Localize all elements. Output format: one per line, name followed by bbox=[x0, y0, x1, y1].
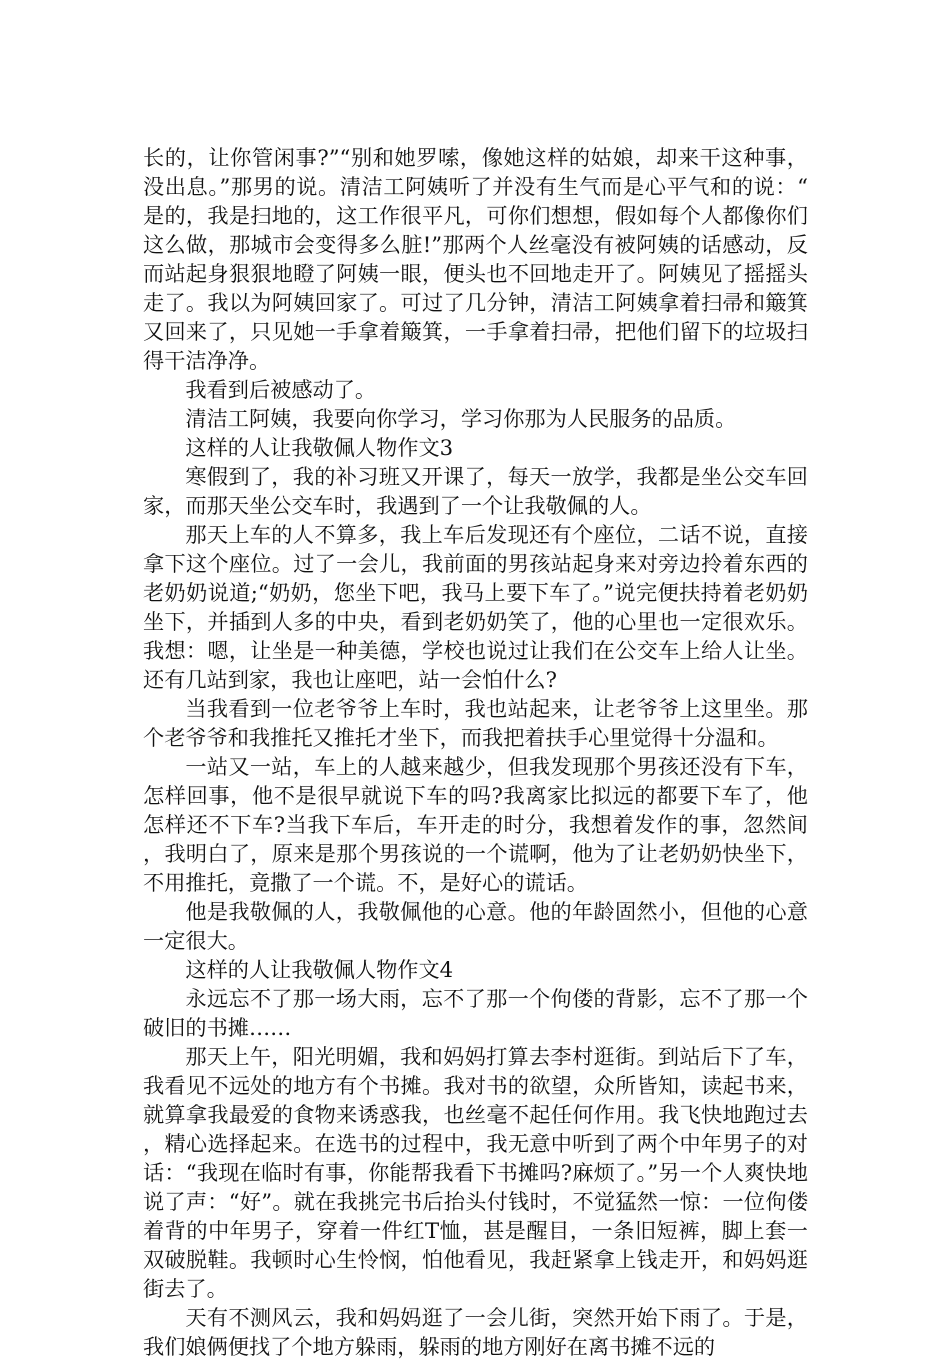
section-heading: 这样的人让我敬佩人物作文3 bbox=[185, 435, 454, 460]
paragraph: 一站又一站，车上的人越来越少，但我发现那个男孩还没有下车，怎样回事，他不是很早就说下车的吗?我离家比拟远的都要下车了，他怎样还不下车?当我下车后，车开走的时分，我想着发作的事，忽然间，我明白了，原来是那个男孩说的一个谎啊，他为了让老奶奶快坐下，不用推托，竟撒了一个谎。不，是好心的谎话。 bbox=[143, 754, 808, 895]
paragraph: 寒假到了，我的补习班又开课了，每天一放学，我都是坐公交车回家，而那天坐公交车时，我遇到了一个让我敬佩的人。 bbox=[143, 464, 808, 518]
paragraph: 清洁工阿姨，我要向你学习，学习你那为人民服务的品质。 bbox=[185, 406, 737, 431]
paragraph: 永远忘不了那一场大雨，忘不了那一个佝偻的背影，忘不了那一个破旧的书摊…… bbox=[143, 986, 808, 1040]
paragraph: 天有不测风云，我和妈妈逛了一会儿街，突然开始下雨了。于是，我们娘俩便找了个地方躲雨，躲雨的地方刚好在离书摊不远的 bbox=[143, 1305, 808, 1359]
paragraph: 长的，让你管闲事?”“别和她罗嗦，像她这样的姑娘，却来干这种事，没出息。”那男的说。清洁工阿姨听了并没有生气而是心平气和的说：“是的，我是扫地的，这工作很平凡，可你们想想，假如每个人都像你们这么做，那城市会变得多么脏!”那两个人丝毫没有被阿姨的话感动，反而站起身狠狠地瞪了阿姨一眼，便头也不回地走开了。阿姨见了摇摇头走了。我以为阿姨回家了。可过了几分钟，清洁工阿姨拿着扫帚和簸箕又回来了，只见她一手拿着簸箕，一手拿着扫帚，把他们留下的垃圾扫得干洁净净。 bbox=[143, 145, 808, 373]
paragraph: 那天上车的人不算多，我上车后发现还有个座位，二话不说，直接拿下这个座位。过了一会儿，我前面的男孩站起身来对旁边拎着东西的老奶奶说道;“奶奶，您坐下吧，我马上要下车了。”说完便扶持着老奶奶坐下，并插到人多的中央，看到老奶奶笑了，他的心里也一定很欢乐。我想：嗯，让坐是一种美德，学校也说过让我们在公交车上给人让坐。还有几站到家，我也让座吧，站一会怕什么? bbox=[143, 522, 808, 692]
paragraph: 我看到后被感动了。 bbox=[185, 377, 377, 402]
document-body bbox=[143, 143, 808, 1361]
paragraph: 当我看到一位老爷爷上车时，我也站起来，让老爷爷上这里坐。那个老爷爷和我推托又推托才坐下，而我把着扶手心里觉得十分温和。 bbox=[143, 696, 808, 750]
paragraph: 那天上午，阳光明媚，我和妈妈打算去李村逛街。到站后下了车，我看见不远处的地方有个书摊。我对书的欲望，众所皆知，读起书来，就算拿我最爱的食物来诱惑我，也丝毫不起任何作用。我飞快地跑过去，精心选择起来。在选书的过程中，我无意中听到了两个中年男子的对话：“我现在临时有事，你能帮我看下书摊吗?麻烦了。”另一个人爽快地说了声：“好”。就在我挑完书后抬头付钱时，不觉猛然一惊：一位佝偻着背的中年男子，穿着一件红T恤，甚是醒目，一条旧短裤，脚上套一双破脱鞋。我顿时心生怜悯，怕他看见，我赶紧拿上钱走开，和妈妈逛街去了。 bbox=[143, 1044, 808, 1301]
section-heading: 这样的人让我敬佩人物作文4 bbox=[185, 957, 454, 982]
paragraph: 他是我敬佩的人，我敬佩他的心意。他的年龄固然小，但他的心意一定很大。 bbox=[143, 899, 808, 953]
